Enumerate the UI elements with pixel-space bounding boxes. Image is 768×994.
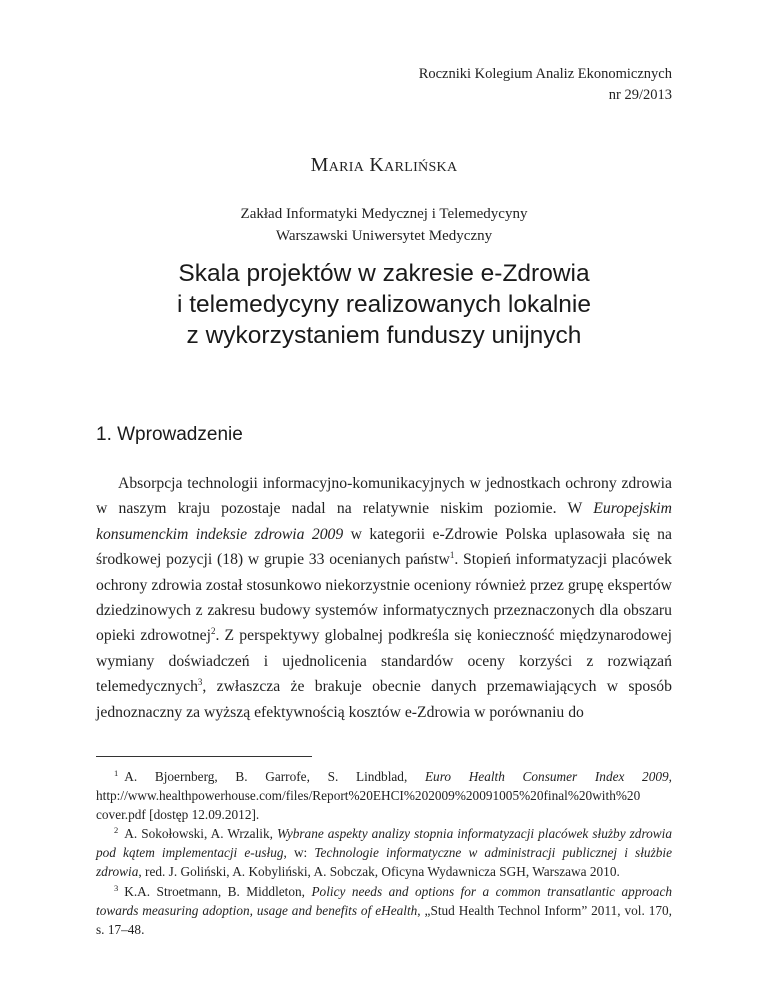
body-text-run: Absorpcja technologii informacyjno-komunikacyjnych w jednostkach ochrony zdrowia w naszym kraju pozostaje nadal na relatywnie niskim poziomie. W bbox=[96, 475, 672, 518]
footnote-text: , w: bbox=[283, 845, 315, 861]
footnote-text: , http://www.healthpowerhouse.com/files/Report%20EHCI%202009%20091005%20final%20with%20 cover.pdf [dostęp 12.09.2012]. bbox=[96, 769, 672, 823]
body-italic-title: Europejskim konsumenckim indeksie zdrowia 2009 bbox=[96, 500, 672, 543]
footnote-italic: Euro Health Consumer Index 2009 bbox=[424, 769, 669, 784]
footnote-text: , red. J. Goliński, A. Kobyliński, A. Sobczak, Oficyna Wydawnicza SGH, Warszawa 2010. bbox=[138, 864, 620, 880]
footnote-ref-2: 2 bbox=[210, 626, 216, 637]
footnote-divider bbox=[96, 756, 312, 757]
issue-number: nr 29/2013 bbox=[608, 87, 672, 103]
footnote-number: 1 bbox=[114, 768, 119, 778]
affiliation-line-2: Warszawski Uniwersytet Medyczny bbox=[275, 228, 493, 244]
journal-header bbox=[419, 64, 672, 106]
footnote-3 bbox=[96, 882, 672, 939]
body-text bbox=[96, 471, 672, 725]
body-text-run: w kategorii e-Zdrowie Polska uplasowała się na środkowej pozycji (18) w grupie 33 ocenianych państw bbox=[96, 525, 672, 569]
footnote-number: 3 bbox=[114, 882, 119, 893]
footnote-ref-3: 3 bbox=[197, 677, 203, 688]
footnote-ref-1: 1 bbox=[449, 550, 455, 561]
section-heading: 1. Wprowadzenie bbox=[96, 424, 243, 445]
body-text-run: . Z perspektywy globalnej podkreśla się konieczność międzynarodowej wymiany doświadczeń i ujednolicenia standardów oceny korzyści z rozwiązań telemedycznych bbox=[96, 627, 672, 696]
paper-title bbox=[0, 258, 768, 351]
title-line-3: z wykorzystaniem funduszy unijnych bbox=[186, 322, 582, 349]
footnote-1 bbox=[96, 767, 672, 824]
footnote-text: , „Stud Health Technol Inform” 2011, vol. 170, s. 17–48. bbox=[96, 902, 673, 937]
title-line-1: Skala projektów w zakresie e-Zdrowia bbox=[178, 260, 590, 287]
footnote-2 bbox=[96, 824, 672, 881]
footnote-italic: Technologie informatyczne w administracji publicznej i służbie zdrowia bbox=[96, 845, 672, 880]
footnote-text: A. Bjoernberg, B. Garrofe, S. Lindblad, bbox=[124, 769, 425, 784]
footnote-text: K.A. Stroetmann, B. Middleton, bbox=[124, 883, 312, 899]
body-text-run: . Stopień informatyzacji placówek ochrony zdrowia został stosunkowo niekorzystnie oceniony również przez grupę ekspertów dziedzinowych z zakresu budowy systemów informatycznych przeznaczonych dla obszaru opieki zdrowotnej bbox=[96, 551, 672, 645]
footnotes bbox=[96, 767, 672, 939]
body-text-run: , zwłaszcza że brakuje obecnie danych przemawiających w sposób jednoznaczny za wyższą efektywnością kosztów e-Zdrowia w porównaniu do bbox=[96, 678, 672, 721]
author-name: Maria Karlińska bbox=[310, 154, 458, 176]
footnote-italic: Policy needs and options for a common transatlantic approach towards measuring adoption, usage and benefits of eHealth bbox=[96, 883, 672, 918]
footnote-number: 2 bbox=[114, 825, 119, 836]
footnote-text: A. Sokołowski, A. Wrzalik, bbox=[124, 826, 277, 842]
affiliation bbox=[0, 203, 768, 247]
journal-name: Roczniki Kolegium Analiz Ekonomicznych bbox=[418, 66, 672, 82]
footnote-italic: Wybrane aspekty analizy stopnia informatyzacji placówek służby zdrowia pod kątem implementacji e-usług bbox=[96, 826, 672, 861]
affiliation-line-1: Zakład Informatyki Medycznej i Telemedycyny bbox=[240, 206, 528, 222]
paragraph bbox=[96, 471, 672, 725]
title-line-2: i telemedycyny realizowanych lokalnie bbox=[177, 291, 591, 318]
